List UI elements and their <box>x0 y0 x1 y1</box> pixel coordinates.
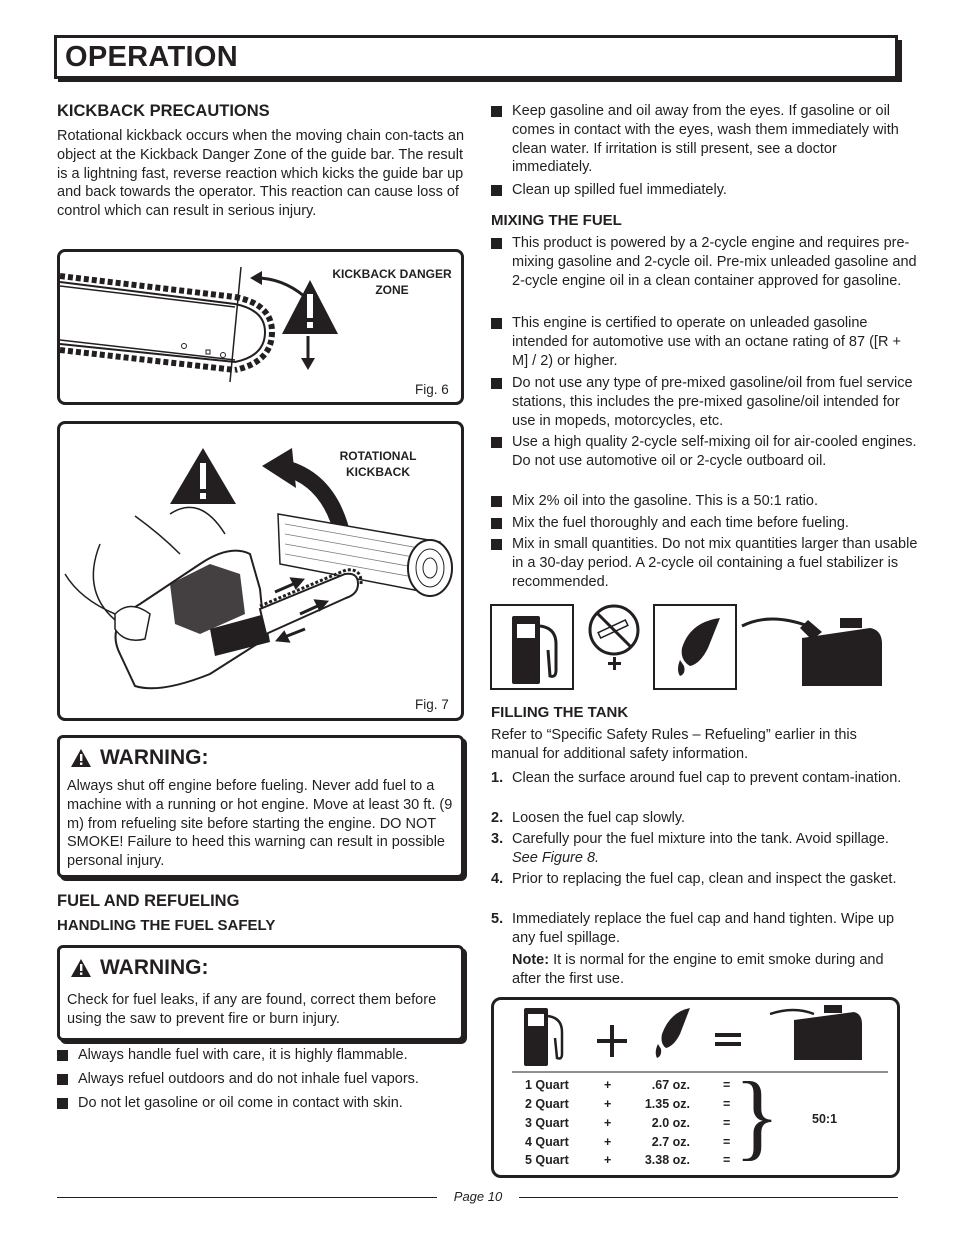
list-item <box>57 1046 478 1065</box>
warning-box-leaks <box>57 945 464 1041</box>
filling-intro: Refer to “Specific Safety Rules – Refueling” earlier in this manual for additional safety information. <box>491 727 857 762</box>
bullet-square-icon <box>491 185 502 196</box>
oil-cell: 1.35 oz. <box>644 1097 690 1111</box>
equals-cell: = <box>723 1153 731 1167</box>
warning-triangle-icon <box>70 958 92 978</box>
step-text: Clean the surface around fuel cap to prevent contam-ination. <box>512 770 902 786</box>
fig6-callout <box>326 266 458 298</box>
list-item <box>491 830 907 868</box>
bullet-square-icon <box>491 518 502 529</box>
bullet-text: Do not let gasoline or oil come in contact with skin. <box>78 1095 403 1111</box>
bullet-text: Always handle fuel with care, it is highly flammable. <box>78 1047 408 1063</box>
fuel-container-icon <box>742 618 882 686</box>
fig7-callout-line1: ROTATIONAL <box>339 449 417 463</box>
mix-table <box>494 1000 897 1175</box>
figure-reference: See Figure 8. <box>512 849 600 866</box>
figure-6 <box>57 249 464 405</box>
list-item <box>491 535 919 591</box>
step-text: Immediately replace the fuel cap and hand tighten. Wipe up any fuel spillage. <box>512 911 895 946</box>
warning-triangle-icon <box>70 748 92 768</box>
warning-body: Always shut off engine before fueling. Never add fuel to a machine with a running or hot engine. Move at least 30 ft. (9 m) from refueling site before starting the engine. DO NOT SMOKE! Failure to heed this warning can result in possible personal injury. <box>67 778 453 870</box>
list-item <box>491 870 907 889</box>
gas-cell: 4 Quart <box>525 1135 569 1149</box>
equals-cell: = <box>723 1116 731 1130</box>
list-item <box>491 809 907 828</box>
note-text: It is normal for the engine to emit smoke during and after the first use. <box>512 952 884 987</box>
bullet-square-icon <box>491 539 502 550</box>
equals-cell: = <box>723 1078 731 1092</box>
plus-cell: + <box>604 1135 612 1149</box>
ratio-label: 50:1 <box>812 1112 838 1126</box>
gas-cell: 5 Quart <box>525 1153 569 1167</box>
bullet-text: This product is powered by a 2-cycle engine and requires pre-mixing gasoline and 2-cycle oil. Pre-mix unleaded gasoline and 2-cycle engine oil in a clean container approved for gasoline. <box>512 235 917 289</box>
list-item <box>491 374 919 430</box>
bullet-text: Mix the fuel thoroughly and each time before fueling. <box>512 515 849 531</box>
step-number: 5. <box>491 911 504 927</box>
fig6-callout-line1: KICKBACK DANGER <box>332 267 452 281</box>
mix-ratio-figure <box>491 997 900 1178</box>
list-item <box>57 1094 478 1113</box>
list-item <box>491 102 919 177</box>
fuel-mixing-icons <box>490 604 896 692</box>
bullet-square-icon <box>491 318 502 329</box>
bullet-square-icon <box>491 106 502 117</box>
warning-body: Check for fuel leaks, if any are found, correct them before using the saw to prevent fire or burn injury. <box>67 992 437 1027</box>
bullet-text: Always refuel outdoors and do not inhale fuel vapors. <box>78 1071 419 1087</box>
gas-cell: 2 Quart <box>525 1097 569 1111</box>
fig7-callout <box>322 448 434 480</box>
fuel-heading: FUEL AND REFUELING <box>57 892 240 910</box>
bullet-text: Mix 2% oil into the gasoline. This is a 50:1 ratio. <box>512 493 819 509</box>
list-item <box>491 492 919 511</box>
oil-cell: 2.0 oz. <box>651 1116 690 1130</box>
bullet-square-icon <box>57 1074 68 1085</box>
bullet-square-icon <box>57 1098 68 1109</box>
plus-icon <box>608 657 621 670</box>
step-text: Carefully pour the fuel mixture into the tank. Avoid spillage. <box>512 831 889 847</box>
step-number: 3. <box>491 831 504 847</box>
list-item <box>491 234 919 290</box>
page-number: Page 10 <box>453 1189 503 1204</box>
fig7-label: Fig. 7 <box>415 697 449 712</box>
warning-title-row <box>70 746 209 770</box>
step-text: Prior to replacing the fuel cap, clean and inspect the gasket. <box>512 871 897 887</box>
footer-rule-left <box>57 1197 437 1198</box>
kickback-body: Rotational kickback occurs when the moving chain con-tacts an object at the Kickback Danger Zone of the guide bar. The result is a lightning fast, reverse reaction which kicks the guide bar up and back towards the operator. This reaction can cause loss of control which can result in serious injury. <box>57 128 465 220</box>
bullet-text: Keep gasoline and oil away from the eyes. If gasoline or oil comes in contact with the eyes, wash them immediately with clean water. If irritation is still present, see a doctor immediately. <box>512 103 899 176</box>
fig7-callout-line2: KICKBACK <box>346 465 410 479</box>
oil-cell: .67 oz. <box>651 1078 690 1092</box>
plus-cell: + <box>604 1078 612 1092</box>
oil-cell: 2.7 oz. <box>651 1135 690 1149</box>
footer-rule-right <box>519 1197 898 1198</box>
list-item <box>491 514 919 533</box>
bullet-text: Use a high quality 2-cycle self-mixing oil for air-cooled engines. Do not use automotive oil or 2-cycle outboard oil. <box>512 434 917 469</box>
warning-title: WARNING: <box>100 956 209 979</box>
list-item <box>491 769 907 788</box>
page-title: OPERATION <box>65 40 238 73</box>
figure-7 <box>57 421 464 721</box>
note-label: Note: <box>512 952 550 968</box>
step-number: 4. <box>491 871 504 887</box>
bullet-text: Clean up spilled fuel immediately. <box>512 182 727 198</box>
plus-cell: + <box>604 1097 612 1111</box>
plus-cell: + <box>604 1116 612 1130</box>
bullet-text: Do not use any type of pre-mixed gasoline/oil from fuel service stations, this includes the pre-mixed gasoline/oil intended for use in mopeds, motorcycles, etc. <box>512 375 913 429</box>
kickback-heading: KICKBACK PRECAUTIONS <box>57 102 270 120</box>
bullet-square-icon <box>491 378 502 389</box>
warning-title-row <box>70 956 209 980</box>
gas-cell: 3 Quart <box>525 1116 569 1130</box>
no-smoking-icon <box>590 606 638 654</box>
equals-cell: = <box>723 1135 731 1149</box>
plus-cell: + <box>604 1153 612 1167</box>
gas-cell: 1 Quart <box>525 1078 569 1092</box>
equals-cell: = <box>723 1097 731 1111</box>
step-number: 1. <box>491 770 504 786</box>
fig6-label: Fig. 6 <box>415 382 449 397</box>
step-text: Loosen the fuel cap slowly. <box>512 810 686 826</box>
list-item <box>491 433 919 471</box>
bullet-text: This engine is certified to operate on unleaded gasoline intended for automotive use with an octane rating of 87 ([R + M] / 2) or higher. <box>512 315 901 369</box>
list-item <box>57 1070 478 1089</box>
warning-title: WARNING: <box>100 746 209 769</box>
brace-icon: } <box>734 1062 781 1169</box>
filling-heading: FILLING THE TANK <box>491 704 629 721</box>
bullet-square-icon <box>57 1050 68 1061</box>
list-item <box>491 181 919 200</box>
bullet-square-icon <box>491 238 502 249</box>
mixing-heading: MIXING THE FUEL <box>491 212 622 229</box>
bullet-text: Mix in small quantities. Do not mix quantities larger than usable in a 30-day period. A 2-cycle oil containing a fuel stabilizer is recommended. <box>512 536 918 590</box>
list-item <box>491 910 907 948</box>
bullet-square-icon <box>491 437 502 448</box>
list-item <box>491 314 919 370</box>
fuel-subheading: HANDLING THE FUEL SAFELY <box>57 917 276 934</box>
warning-box-fueling <box>57 735 464 878</box>
bullet-square-icon <box>491 496 502 507</box>
oil-cell: 3.38 oz. <box>644 1153 690 1167</box>
header-bar <box>54 35 898 79</box>
filling-note <box>512 951 892 989</box>
fig6-callout-line2: ZONE <box>375 283 409 297</box>
step-number: 2. <box>491 810 504 826</box>
